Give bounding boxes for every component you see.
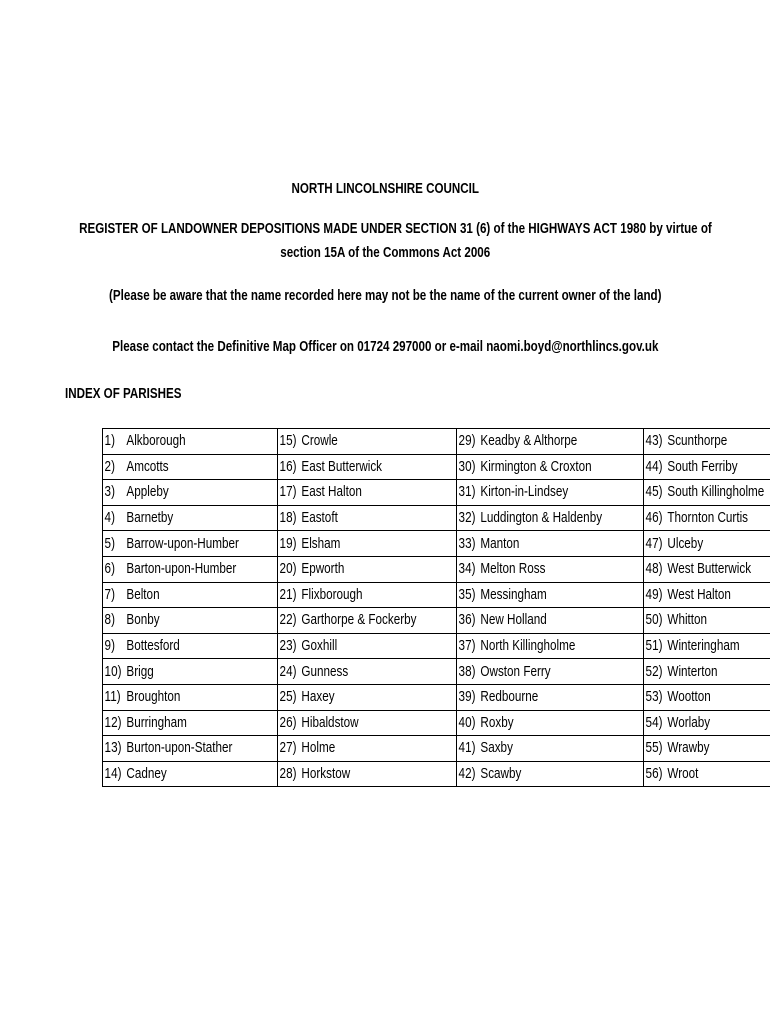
parish-entry	[457, 685, 538, 709]
parish-entry	[103, 608, 160, 632]
table-row	[103, 429, 770, 455]
parish-name: Messingham	[480, 585, 547, 603]
parish-name: West Butterwick	[667, 560, 751, 578]
table-row	[103, 633, 770, 659]
parish-name: Elsham	[301, 534, 341, 552]
parish-entry	[278, 711, 359, 735]
parish-name: South Killingholme	[667, 483, 765, 501]
parish-name: Eastoft	[301, 509, 339, 527]
table-row	[103, 736, 770, 762]
parish-entry	[278, 480, 362, 504]
parish-number: 31)	[458, 483, 476, 501]
parish-cell	[103, 429, 278, 455]
parish-name: Cadney	[126, 765, 167, 783]
parish-name: Goxhill	[301, 637, 338, 655]
parish-entry	[457, 480, 568, 504]
parish-entry	[103, 480, 169, 504]
parish-name: Ulceby	[667, 534, 703, 552]
parish-entry	[644, 762, 698, 786]
parish-entry	[278, 429, 338, 453]
parish-number: 19)	[279, 534, 297, 552]
parish-entry	[457, 711, 514, 735]
parish-number: 56)	[645, 765, 663, 783]
parish-number: 1)	[104, 432, 115, 450]
parish-entry	[644, 532, 703, 556]
parish-name: South Ferriby	[667, 457, 738, 475]
parish-number: 5)	[104, 534, 115, 552]
parish-number: 30)	[458, 457, 476, 475]
parish-entry	[103, 711, 187, 735]
parish-table-body	[103, 429, 770, 787]
parish-cell	[103, 736, 278, 762]
parish-entry	[103, 532, 239, 556]
parish-number: 20)	[279, 560, 297, 578]
parish-name: Barnetby	[126, 509, 174, 527]
parish-cell	[456, 531, 643, 557]
parish-number: 9)	[104, 637, 115, 655]
register-title-line-1	[0, 220, 770, 238]
table-row	[103, 505, 770, 531]
parish-entry	[278, 583, 363, 607]
parish-number: 48)	[645, 560, 663, 578]
parish-cell	[643, 608, 770, 634]
parish-number: 42)	[458, 765, 476, 783]
parish-cell	[278, 659, 457, 685]
table-row	[103, 608, 770, 634]
parish-entry	[644, 506, 748, 530]
parish-entry	[457, 583, 547, 607]
parish-name: Burringham	[126, 713, 187, 731]
parish-name: Kirmington & Croxton	[480, 457, 592, 475]
parish-name: Flixborough	[301, 585, 363, 603]
parish-number: 18)	[279, 509, 297, 527]
parish-name: East Butterwick	[301, 457, 383, 475]
parish-cell	[643, 505, 770, 531]
table-row	[103, 454, 770, 480]
parish-entry	[278, 685, 335, 709]
parish-entry	[457, 762, 521, 786]
parish-number: 4)	[104, 509, 115, 527]
council-title-text: NORTH LINCOLNSHIRE COUNCIL	[291, 181, 479, 197]
parish-entry	[457, 736, 513, 760]
owner-notice	[0, 287, 770, 305]
parish-entry	[278, 455, 382, 479]
parish-number: 3)	[104, 483, 115, 501]
parish-name: Luddington & Haldenby	[480, 509, 602, 527]
parish-name: Worlaby	[667, 713, 710, 731]
parish-cell	[643, 761, 770, 787]
parish-entry	[644, 608, 707, 632]
parish-cell	[278, 684, 457, 710]
parish-number: 24)	[279, 662, 297, 680]
parish-name: Winterton	[667, 662, 718, 680]
parish-name: Garthorpe & Fockerby	[301, 611, 417, 629]
parish-cell	[278, 480, 457, 506]
parish-name: Hibaldstow	[301, 713, 359, 731]
parish-cell	[278, 556, 457, 582]
parish-number: 33)	[458, 534, 476, 552]
parish-number: 36)	[458, 611, 476, 629]
owner-notice-text: (Please be aware that the name recorded here may not be the name of the current owner of the land)	[108, 288, 662, 304]
parish-name: Keadby & Althorpe	[480, 432, 578, 450]
parish-entry	[644, 429, 727, 453]
parish-name: New Holland	[480, 611, 547, 629]
parish-name: Scawby	[480, 765, 522, 783]
parish-cell	[278, 736, 457, 762]
parish-number: 23)	[279, 637, 297, 655]
parish-cell	[456, 633, 643, 659]
table-row	[103, 659, 770, 685]
parish-cell	[278, 633, 457, 659]
parish-name: Bottesford	[126, 637, 180, 655]
parish-number: 37)	[458, 637, 476, 655]
parish-number: 41)	[458, 739, 476, 757]
table-row	[103, 684, 770, 710]
parish-entry	[644, 480, 764, 504]
parish-cell	[278, 531, 457, 557]
parish-entry	[644, 455, 738, 479]
parish-name: Owston Ferry	[480, 662, 551, 680]
parish-name: Wroot	[667, 765, 699, 783]
parish-cell	[103, 556, 278, 582]
parish-cell	[643, 710, 770, 736]
parish-name: Scunthorpe	[667, 432, 728, 450]
parish-number: 40)	[458, 713, 476, 731]
parish-entry	[644, 685, 711, 709]
parish-name: Epworth	[301, 560, 345, 578]
table-row	[103, 480, 770, 506]
table-row	[103, 531, 770, 557]
parish-entry	[278, 634, 337, 658]
parish-cell	[103, 505, 278, 531]
parish-name: Crowle	[301, 432, 339, 450]
parish-cell	[278, 454, 457, 480]
parish-entry	[278, 736, 335, 760]
parish-entry	[103, 685, 180, 709]
parish-cell	[456, 480, 643, 506]
parish-entry	[103, 583, 160, 607]
register-title-line-1-text: REGISTER OF LANDOWNER DEPOSITIONS MADE UNDER SECTION 31 (6) of the HIGHWAYS ACT 1980 by virtue of	[79, 221, 712, 237]
parish-number: 27)	[279, 739, 297, 757]
parish-cell	[278, 761, 457, 787]
parish-number: 2)	[104, 457, 115, 475]
parish-number: 26)	[279, 713, 297, 731]
parish-name: Broughton	[126, 688, 181, 706]
parish-number: 10)	[104, 662, 122, 680]
parish-name: Melton Ross	[480, 560, 546, 578]
parish-number: 55)	[645, 739, 663, 757]
parish-name: Barrow-upon-Humber	[126, 534, 239, 552]
parish-number: 11)	[104, 688, 121, 706]
parish-cell	[456, 582, 643, 608]
parish-number: 7)	[104, 585, 115, 603]
parish-entry	[457, 608, 547, 632]
parish-cell	[456, 556, 643, 582]
parish-entry	[457, 455, 592, 479]
table-row	[103, 582, 770, 608]
parish-cell	[103, 633, 278, 659]
parish-cell	[456, 659, 643, 685]
parish-number: 53)	[645, 688, 663, 706]
parish-name: Redbourne	[480, 688, 539, 706]
parish-cell	[643, 736, 770, 762]
parish-entry	[644, 711, 710, 735]
index-heading	[65, 385, 211, 403]
parish-cell	[643, 454, 770, 480]
parish-entry	[457, 506, 602, 530]
parish-entry	[278, 532, 340, 556]
parish-entry	[278, 762, 350, 786]
parish-number: 22)	[279, 611, 297, 629]
parish-cell	[278, 582, 457, 608]
parish-number: 35)	[458, 585, 476, 603]
parish-number: 43)	[645, 432, 663, 450]
parish-number: 49)	[645, 585, 663, 603]
parish-number: 44)	[645, 457, 663, 475]
contact-line	[0, 338, 770, 356]
parish-cell	[103, 454, 278, 480]
parish-cell	[456, 684, 643, 710]
council-title	[0, 180, 770, 198]
parish-name: Roxby	[480, 713, 514, 731]
parish-cell	[456, 454, 643, 480]
parish-number: 13)	[104, 739, 122, 757]
parish-number: 51)	[645, 637, 663, 655]
parish-name: Kirton-in-Lindsey	[480, 483, 568, 501]
parish-cell	[456, 710, 643, 736]
parish-number: 50)	[645, 611, 663, 629]
parish-cell	[643, 480, 770, 506]
parish-entry	[278, 660, 348, 684]
parish-entry	[103, 557, 236, 581]
parish-name: Holme	[301, 739, 336, 757]
parish-index-table	[102, 428, 770, 787]
parish-cell	[456, 429, 643, 455]
contact-line-text: Please contact the Definitive Map Officer on 01724 297000 or e-mail naomi.boyd@northlincs.gov.uk	[111, 339, 659, 355]
parish-cell	[103, 684, 278, 710]
parish-cell	[456, 736, 643, 762]
parish-number: 25)	[279, 688, 297, 706]
table-row	[103, 710, 770, 736]
parish-cell	[103, 761, 278, 787]
parish-cell	[456, 608, 643, 634]
parish-name: Brigg	[126, 662, 154, 680]
parish-entry	[644, 634, 740, 658]
parish-cell	[103, 608, 278, 634]
parish-entry	[103, 429, 186, 453]
parish-number: 54)	[645, 713, 663, 731]
parish-cell	[103, 480, 278, 506]
parish-number: 29)	[458, 432, 476, 450]
parish-entry	[278, 506, 338, 530]
parish-cell	[278, 710, 457, 736]
parish-cell	[643, 659, 770, 685]
parish-entry	[103, 736, 232, 760]
parish-entry	[457, 557, 545, 581]
table-row	[103, 556, 770, 582]
parish-name: Saxby	[480, 739, 513, 757]
parish-name: Amcotts	[126, 457, 169, 475]
parish-cell	[278, 608, 457, 634]
parish-name: Winteringham	[667, 637, 740, 655]
parish-name: East Halton	[301, 483, 363, 501]
parish-name: Haxey	[301, 688, 335, 706]
parish-name: West Halton	[667, 585, 731, 603]
parish-number: 16)	[279, 457, 297, 475]
parish-number: 32)	[458, 509, 476, 527]
parish-entry	[644, 557, 751, 581]
parish-entry	[278, 557, 344, 581]
parish-cell	[643, 684, 770, 710]
parish-number: 12)	[104, 713, 122, 731]
index-heading-text: INDEX OF PARISHES	[65, 386, 182, 402]
parish-entry	[103, 660, 154, 684]
parish-name: Gunness	[301, 662, 349, 680]
parish-entry	[103, 762, 167, 786]
parish-cell	[278, 505, 457, 531]
parish-cell	[103, 531, 278, 557]
parish-name: Appleby	[126, 483, 169, 501]
parish-entry	[644, 583, 731, 607]
parish-number: 21)	[279, 585, 297, 603]
register-title-line-2-text: section 15A of the Commons Act 2006	[280, 245, 490, 261]
parish-number: 45)	[645, 483, 663, 501]
parish-number: 28)	[279, 765, 297, 783]
parish-name: Wootton	[667, 688, 711, 706]
parish-number: 6)	[104, 560, 115, 578]
parish-entry	[457, 660, 551, 684]
parish-cell	[278, 429, 457, 455]
parish-entry	[103, 634, 180, 658]
parish-cell	[643, 531, 770, 557]
parish-number: 15)	[279, 432, 297, 450]
parish-number: 14)	[104, 765, 122, 783]
parish-name: Horkstow	[301, 765, 351, 783]
parish-entry	[457, 532, 519, 556]
parish-name: Thornton Curtis	[667, 509, 748, 527]
parish-number: 52)	[645, 662, 663, 680]
parish-name: Barton-upon-Humber	[126, 560, 237, 578]
parish-number: 17)	[279, 483, 297, 501]
parish-entry	[278, 608, 416, 632]
parish-cell	[643, 633, 770, 659]
parish-entry	[103, 506, 173, 530]
register-title-line-2	[0, 244, 770, 262]
parish-number: 46)	[645, 509, 663, 527]
parish-entry	[457, 634, 575, 658]
parish-cell	[103, 659, 278, 685]
parish-number: 38)	[458, 662, 476, 680]
parish-number: 47)	[645, 534, 663, 552]
parish-entry	[644, 660, 717, 684]
parish-name: Bonby	[126, 611, 160, 629]
parish-name: Wrawby	[667, 739, 710, 757]
parish-name: Alkborough	[126, 432, 186, 450]
parish-cell	[456, 505, 643, 531]
parish-name: Burton-upon-Stather	[126, 739, 233, 757]
parish-number: 39)	[458, 688, 476, 706]
table-row	[103, 761, 770, 787]
parish-cell	[103, 582, 278, 608]
parish-entry	[644, 736, 709, 760]
parish-name: Whitton	[667, 611, 707, 629]
parish-number: 8)	[104, 611, 115, 629]
parish-cell	[643, 429, 770, 455]
parish-entry	[103, 455, 169, 479]
parish-entry	[457, 429, 577, 453]
parish-cell	[103, 710, 278, 736]
parish-number: 34)	[458, 560, 476, 578]
parish-name: North Killingholme	[480, 637, 576, 655]
parish-name: Manton	[480, 534, 520, 552]
parish-name: Belton	[126, 585, 160, 603]
parish-cell	[643, 556, 770, 582]
parish-cell	[456, 761, 643, 787]
parish-cell	[643, 582, 770, 608]
